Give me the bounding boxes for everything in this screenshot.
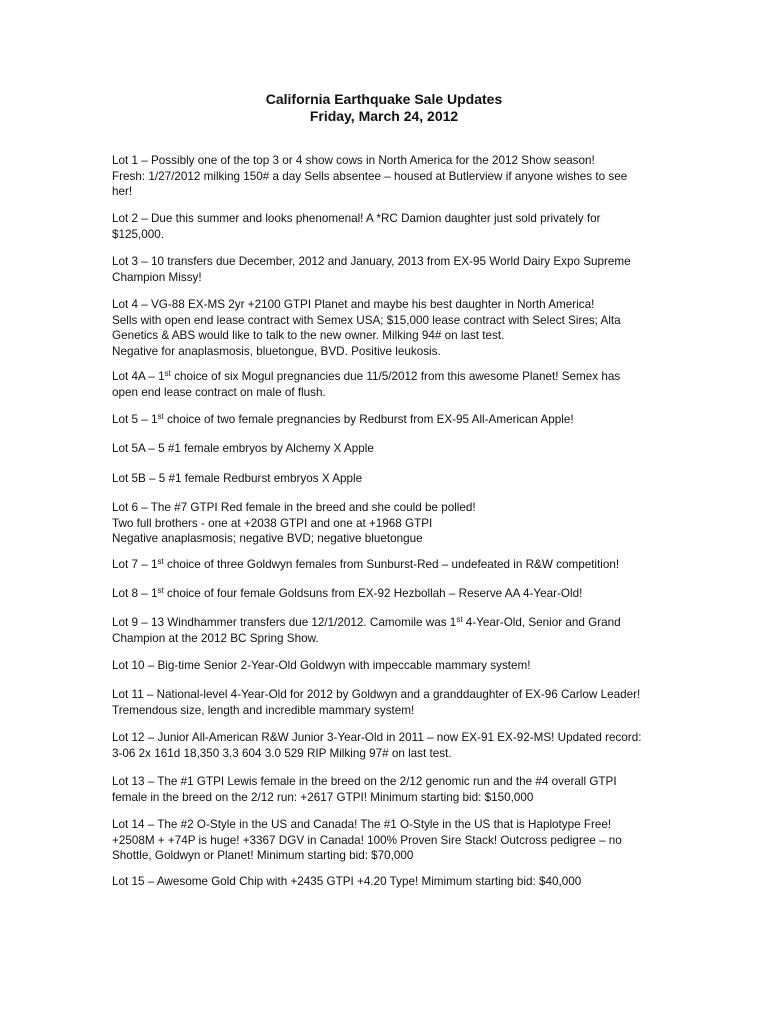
lot-line: Lot 1 – Possibly one of the top 3 or 4 show cows in North America for the 2012 Show season! [112, 154, 595, 167]
lot-line: Genetics & ABS would like to talk to the new owner. Milking 94# on last test. [112, 329, 505, 342]
lot-5 [112, 412, 672, 428]
lot-line: Lot 7 – 1st choice of three Goldwyn females from Sunburst-Red – undefeated in R&W competition! [112, 557, 620, 571]
lot-3 [112, 254, 672, 285]
lot-line: Sells with open end lease contract with Semex USA; $15,000 lease contract with Select Sires; Alta [112, 313, 621, 327]
lot-2 [112, 211, 672, 242]
lot-line: Lot 5B – 5 #1 female Redburst embryos X Apple [112, 472, 363, 485]
lot-14 [112, 817, 672, 864]
lot-4a [112, 369, 672, 400]
lot-1 [112, 153, 672, 200]
lot-line: Lot 3 – 10 transfers due December, 2012 and January, 2013 from EX-95 World Dairy Expo Supreme [112, 255, 631, 268]
lot-line: Champion Missy! [112, 270, 202, 284]
title-line-2: Friday, March 24, 2012 [309, 108, 459, 124]
lot-line: Lot 6 – The #7 GTPI Red female in the breed and she could be polled! [112, 501, 476, 514]
lot-line: Lot 5A – 5 #1 female embryos by Alchemy X Apple [112, 442, 374, 455]
lot-line: open end lease contract on male of flush. [112, 385, 326, 399]
lot-line: Lot 4 – VG-88 EX-MS 2yr +2100 GTPI Planet and maybe his best daughter in North America! [112, 298, 595, 311]
lot-12 [112, 730, 672, 761]
lot-line: Negative anaplasmosis; negative BVD; negative bluetongue [112, 532, 423, 545]
lot-line: 3-06 2x 161d 18,350 3.3 604 3.0 529 RIP Milking 97# on last test. [112, 746, 452, 760]
title-line-1: California Earthquake Sale Updates [265, 91, 503, 107]
lot-line: her! [112, 185, 133, 198]
lot-5a [112, 441, 672, 457]
lot-10 [112, 658, 672, 674]
lot-line: female in the breed on the 2/12 run: +2617 GTPI! Minimum starting bid: $150,000 [112, 790, 534, 804]
lot-line: Tremendous size, length and incredible mammary system! [112, 703, 415, 717]
lot-line: Champion at the 2012 BC Spring Show. [112, 631, 319, 645]
lot-line: Two full brothers - one at +2038 GTPI and one at +1968 GTPI [112, 516, 433, 530]
lot-line: Shottle, Goldwyn or Planet! Minimum starting bid: $70,000 [112, 849, 414, 862]
lot-line: Lot 2 – Due this summer and looks phenomenal! A *RC Damion daughter just sold privately for [112, 212, 601, 225]
lot-line: Lot 8 – 1st choice of four female Goldsuns from EX-92 Hezbollah – Reserve AA 4-Year-Old! [112, 586, 583, 600]
lot-5b [112, 471, 672, 487]
lot-line: Lot 12 – Junior All-American R&W Junior 3-Year-Old in 2011 – now EX-91 EX-92-MS! Updated record: [112, 731, 642, 744]
lot-line: Lot 9 – 13 Windhammer transfers due 12/1/2012. Camomile was 1st 4-Year-Old, Senior and Grand [112, 615, 621, 629]
lot-13 [112, 774, 672, 805]
lot-line: Lot 11 – National-level 4-Year-Old for 2012 by Goldwyn and a granddaughter of EX-96 Carlow Leader! [112, 688, 641, 701]
lot-9 [112, 615, 672, 646]
lot-line: Fresh: 1/27/2012 milking 150# a day Sells absentee – housed at Butlerview if anyone wishes to see [112, 169, 628, 183]
lot-line: Lot 4A – 1st choice of six Mogul pregnancies due 11/5/2012 from this awesome Planet! Semex has [112, 369, 621, 383]
document-title [0, 91, 768, 125]
lot-line: Lot 10 – Big-time Senior 2-Year-Old Goldwyn with impeccable mammary system! [112, 659, 531, 672]
lot-11 [112, 687, 672, 718]
lot-7 [112, 557, 672, 573]
lot-line: Lot 13 – The #1 GTPI Lewis female in the breed on the 2/12 genomic run and the #4 overall GTPI [112, 775, 617, 788]
lot-4 [112, 297, 672, 359]
lot-line: Lot 14 – The #2 O-Style in the US and Canada! The #1 O-Style in the US that is Haplotype Free! [112, 818, 612, 831]
lot-15 [112, 874, 672, 890]
lot-line: Lot 15 – Awesome Gold Chip with +2435 GTPI +4.20 Type! Mimimum starting bid: $40,000 [112, 875, 582, 888]
lot-8 [112, 586, 672, 602]
lot-6 [112, 500, 672, 547]
lot-line: $125,000. [112, 227, 164, 241]
lot-line: Negative for anaplasmosis, bluetongue, BVD. Positive leukosis. [112, 344, 441, 358]
lot-line: Lot 5 – 1st choice of two female pregnancies by Redburst from EX-95 All-American Apple! [112, 412, 574, 426]
lot-line: +2508M + +74P is huge! +3367 DGV in Canada! 100% Proven Sire Stack! Outcross pedigree – no [112, 833, 622, 847]
